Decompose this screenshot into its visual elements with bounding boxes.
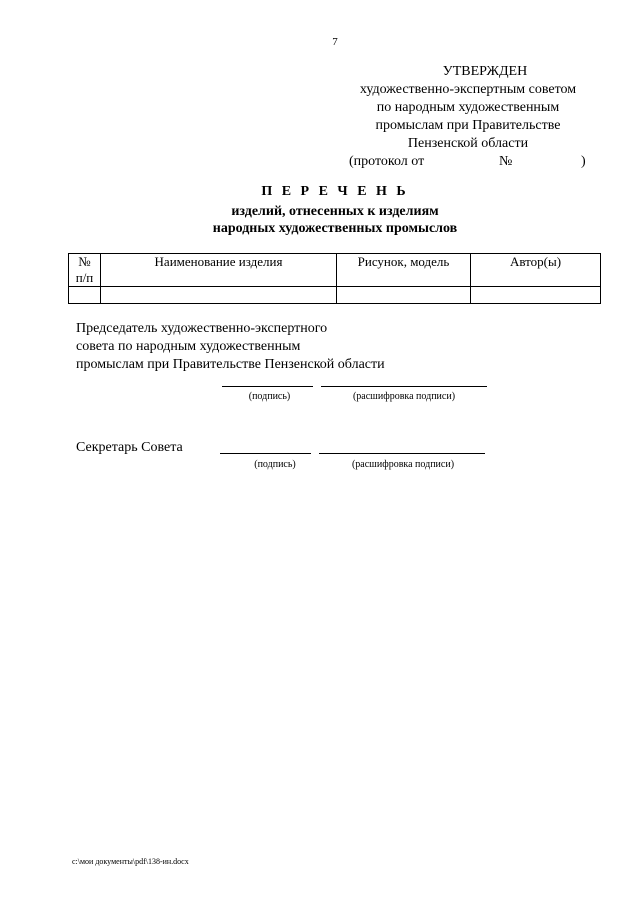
approval-block [336, 63, 600, 171]
title-line: народных художественных промыслов [212, 221, 458, 236]
secretary-decoding-caption: (расшифровка подписи) [351, 459, 455, 470]
protocol-prefix: (протокол от [349, 154, 425, 169]
chairman-decoding-caption: (расшифровка подписи) [352, 391, 456, 402]
table-header-row [69, 254, 601, 287]
chairman-decoding-line [321, 386, 487, 387]
secretary-signature-caption: (подпись) [254, 459, 296, 470]
chairman-line: Председатель художественно-экспертного [76, 321, 328, 336]
approval-line: промыслам при Правительстве [375, 118, 561, 133]
table-header-name: Наименование изделия [101, 254, 337, 287]
table-cell [69, 287, 101, 304]
items-table [68, 253, 601, 304]
table-header-authors: Автор(ы) [471, 254, 601, 287]
approval-line: Пензенской области [407, 136, 529, 151]
chairman-signature-line [222, 386, 313, 387]
secretary-label: Секретарь Совета [76, 440, 183, 455]
secretary-signature-line [220, 453, 311, 454]
title-heading: П Е Р Е Ч Е Н Ь [261, 184, 409, 199]
table-cell [337, 287, 471, 304]
secretary-decoding-line [319, 453, 485, 454]
approval-heading: УТВЕРЖДЕН [442, 64, 528, 79]
table-cell [101, 287, 337, 304]
footer-file-path: c:\мои документы\pdf\138-ин.docx [72, 857, 189, 866]
table-cell [471, 287, 601, 304]
approval-line: художественно-экспертным советом [359, 82, 577, 97]
protocol-close: ) [581, 154, 586, 169]
chairman-line: промыслам при Правительстве Пензенской области [76, 357, 385, 372]
chairman-block [76, 320, 385, 374]
protocol-number-sign: № [499, 154, 513, 169]
page-number: 7 [332, 36, 338, 48]
table-header-picture: Рисунок, модель [337, 254, 471, 287]
approval-line: по народным художественным [376, 100, 560, 115]
table-row [69, 287, 601, 304]
chairman-signature-caption: (подпись) [248, 391, 291, 402]
chairman-line: совета по народным художественным [76, 339, 301, 354]
document-title [0, 183, 640, 237]
protocol-line [336, 153, 600, 171]
table-header-number: № п/п [69, 254, 101, 287]
title-line: изделий, отнесенных к изделиям [231, 204, 439, 219]
